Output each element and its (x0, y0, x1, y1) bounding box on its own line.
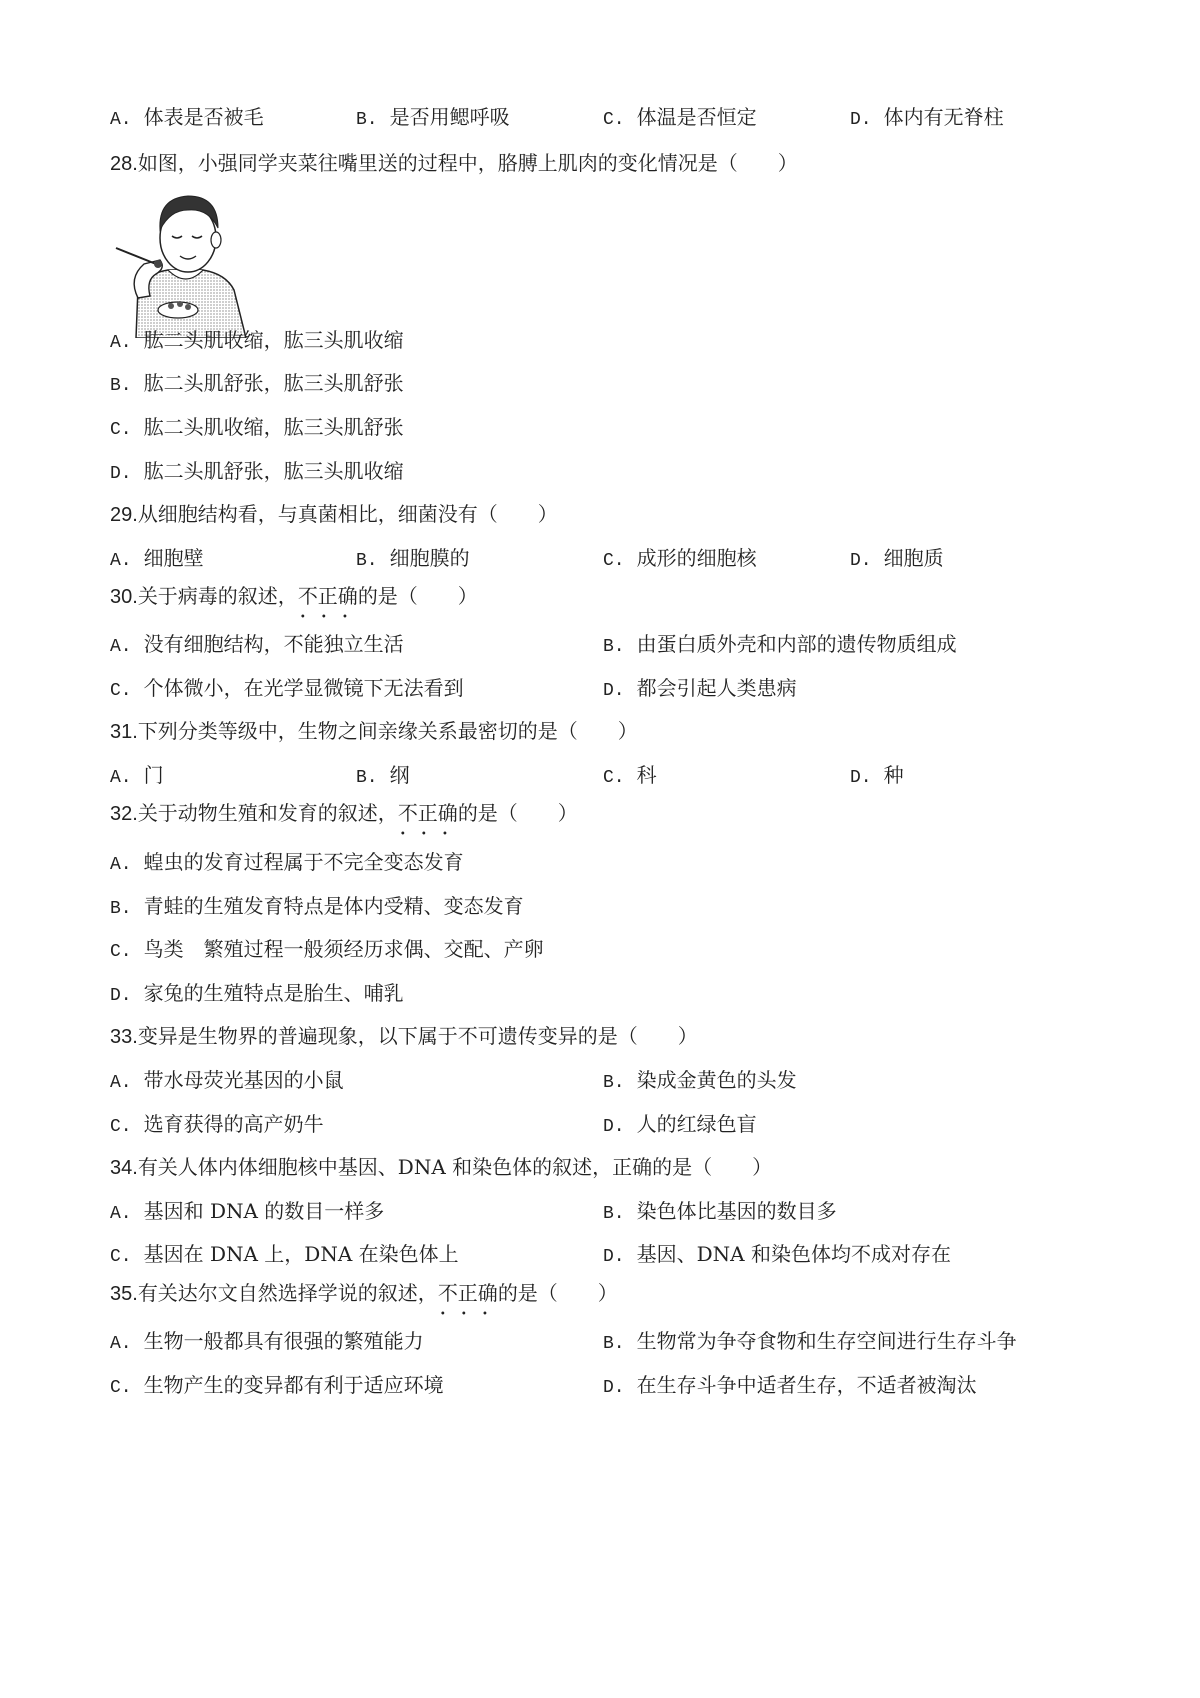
q27-option-c[interactable]: C. 体温是否恒定 (603, 105, 757, 130)
q33-option-a[interactable]: A. 带水母荧光基因的小鼠 (110, 1068, 344, 1093)
q29-stem: 29.从细胞结构看，与真菌相比，细菌没有（ ） (110, 502, 558, 526)
q31-options-row (0, 755, 1200, 795)
q32-option-d[interactable]: D. 家兔的生殖特点是胎生、哺乳 (110, 981, 404, 1006)
emphasis-not-correct: 不正确 • • • (298, 576, 358, 616)
emphasis-not-correct: 不正确 • • • (438, 1273, 498, 1313)
q28-stem: 28.如图，小强同学夹菜往嘴里送的过程中，胳膊上肌肉的变化情况是（ ） (110, 151, 798, 175)
q28-option-d[interactable]: D. 肱二头肌舒张，肱三头肌收缩 (110, 459, 404, 484)
q28-option-a[interactable]: A. 肱二头肌收缩，肱三头肌收缩 (110, 328, 404, 353)
q32-option-a[interactable]: A. 蝗虫的发育过程属于不完全变态发育 (110, 850, 464, 875)
q30-stem: 30.关于病毒的叙述，不正确 • • •的是（ ） (0, 576, 1200, 616)
q35-option-c[interactable]: C. 生物产生的变异都有利于适应环境 (110, 1373, 444, 1398)
q31-option-a[interactable]: A. 门 (110, 763, 164, 788)
q33-options-row-2 (0, 1104, 1200, 1144)
q29-option-b[interactable]: B. 细胞膜的 (356, 546, 470, 571)
q33-stem: 33.变异是生物界的普遍现象，以下属于不可遗传变异的是（ ） (110, 1024, 698, 1048)
q30-option-a[interactable]: A. 没有细胞结构，不能独立生活 (110, 632, 404, 657)
q32-option-b[interactable]: B. 青蛙的生殖发育特点是体内受精、变态发育 (110, 894, 524, 919)
boy-eating-illustration (108, 178, 258, 338)
q34-option-b[interactable]: B. 染色体比基因的数目多 (603, 1199, 837, 1224)
q27-options-row (0, 97, 1200, 137)
q32-option-c[interactable]: C. 鸟类 繁殖过程一般须经历求偶、交配、产卵 (110, 937, 544, 962)
q29-option-d[interactable]: D. 细胞质 (850, 546, 944, 571)
q31-option-c[interactable]: C. 科 (603, 763, 657, 788)
q30-option-b[interactable]: B. 由蛋白质外壳和内部的遗传物质组成 (603, 632, 957, 657)
q29-options-row (0, 538, 1200, 578)
q27-option-a[interactable]: A. 体表是否被毛 (110, 105, 264, 130)
q34-option-d[interactable]: D. 基因、DNA 和染色体均不成对存在 (603, 1242, 951, 1267)
q34-stem: 34.有关人体内体细胞核中基因、DNA 和染色体的叙述，正确的是（ ） (110, 1155, 773, 1179)
q30-option-d[interactable]: D. 都会引起人类患病 (603, 676, 797, 701)
q31-option-b[interactable]: B. 纲 (356, 763, 410, 788)
q31-stem: 31.下列分类等级中，生物之间亲缘关系最密切的是（ ） (110, 719, 638, 743)
q35-options-row-2 (0, 1365, 1200, 1405)
emphasis-not-correct: 不正确 • • • (398, 793, 458, 833)
q29-option-c[interactable]: C. 成形的细胞核 (603, 546, 757, 571)
q35-options-row-1 (0, 1321, 1200, 1361)
q30-options-row-2 (0, 668, 1200, 708)
q30-option-c[interactable]: C. 个体微小，在光学显微镜下无法看到 (110, 676, 464, 701)
q34-options-row-1 (0, 1191, 1200, 1231)
q33-options-row-1 (0, 1060, 1200, 1100)
q33-option-d[interactable]: D. 人的红绿色盲 (603, 1112, 757, 1137)
q29-option-a[interactable]: A. 细胞壁 (110, 546, 204, 571)
q33-option-c[interactable]: C. 选育获得的高产奶牛 (110, 1112, 324, 1137)
q28-option-c[interactable]: C. 肱二头肌收缩，肱三头肌舒张 (110, 415, 404, 440)
q27-option-b[interactable]: B. 是否用鳃呼吸 (356, 105, 510, 130)
q35-option-d[interactable]: D. 在生存斗争中适者生存，不适者被淘汰 (603, 1373, 977, 1398)
q34-option-a[interactable]: A. 基因和 DNA 的数目一样多 (110, 1199, 385, 1224)
q34-option-c[interactable]: C. 基因在 DNA 上，DNA 在染色体上 (110, 1242, 459, 1267)
q35-option-b[interactable]: B. 生物常为争夺食物和生存空间进行生存斗争 (603, 1329, 1017, 1354)
q35-option-a[interactable]: A. 生物一般都具有很强的繁殖能力 (110, 1329, 424, 1354)
q33-option-b[interactable]: B. 染成金黄色的头发 (603, 1068, 797, 1093)
q30-options-row-1 (0, 624, 1200, 664)
q31-option-d[interactable]: D. 种 (850, 763, 904, 788)
q35-stem: 35.有关达尔文自然选择学说的叙述，不正确 • • •的是（ ） (0, 1273, 1200, 1313)
q28-option-b[interactable]: B. 肱二头肌舒张，肱三头肌舒张 (110, 371, 404, 396)
q32-stem: 32.关于动物生殖和发育的叙述，不正确 • • •的是（ ） (0, 793, 1200, 833)
q34-options-row-2 (0, 1234, 1200, 1274)
q27-option-d[interactable]: D. 体内有无脊柱 (850, 105, 1004, 130)
